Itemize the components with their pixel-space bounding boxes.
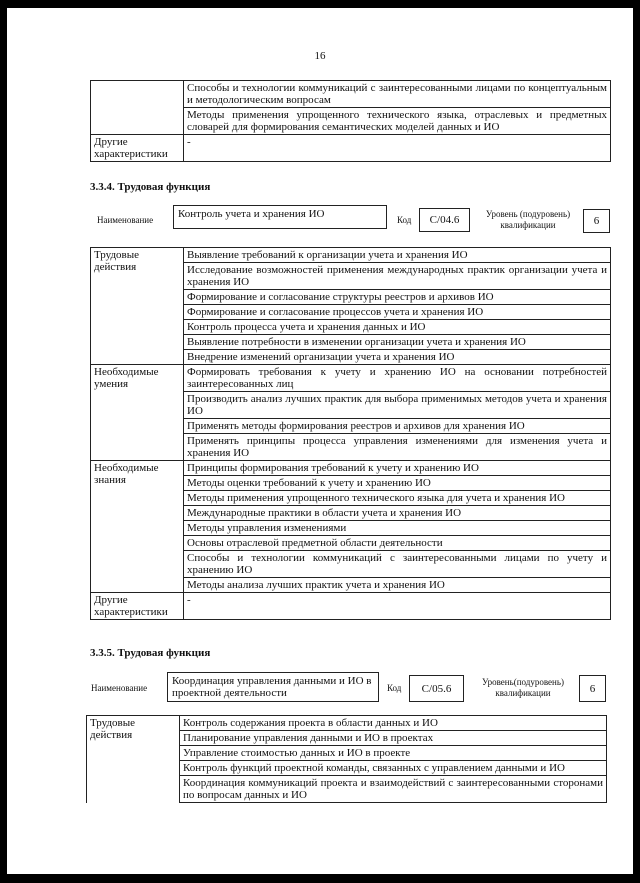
table-cell: Координация коммуникаций проекта и взаимодействий с заинтересованными сторонами по вопросам данных и ИО [180,776,607,803]
table-cell: Контроль функций проектной команды, связанных с управлением данными и ИО [180,761,607,776]
table-cell: Принципы формирования требований к учету и хранению ИО [184,461,611,476]
code-label: Код [397,215,412,225]
table-cell: Формирование и согласование структуры реестров и архивов ИО [184,290,611,305]
table-cell: Способы и технологии коммуникаций с заинтересованными лицами по концептуальным и методологическим вопросам [184,81,611,108]
name-value: Координация управления данными и ИО в проектной деятельности [167,672,379,702]
level-value: 6 [583,209,610,233]
code-value: С/04.6 [419,208,470,232]
table-cell: Выявление потребности в изменении организации учета и хранения ИО [184,335,611,350]
row-label: Другие характеристики [91,135,184,162]
table-cell: Формирование и согласование процессов учета и хранения ИО [184,305,611,320]
document-page [7,8,633,874]
table-cell: - [184,593,611,620]
row-label [91,81,184,135]
table-cell: Методы применения упрощенного технического языка, отраслевых и предметных словарей для формирования семантических моделей данных и ИО [184,108,611,135]
code-label: Код [387,683,402,693]
group-label: Необходимые знания [91,461,184,593]
table-cell: Исследование возможностей применения международных практик организации учета и хранения ИО [184,263,611,290]
name-label: Наименование [91,683,148,693]
level-value: 6 [579,675,606,702]
table-cell: Выявление требований к организации учета и хранения ИО [184,248,611,263]
name-label: Наименование [97,215,154,225]
table-cell: Внедрение изменений организации учета и хранения ИО [184,350,611,365]
section-title: 3.3.4. Трудовая функция [90,181,211,193]
table-cell: Контроль содержания проекта в области данных и ИО [180,716,607,731]
level-label: Уровень(подуровень) квалификации [482,677,564,698]
table-cell: Методы применения упрощенного технического языка для учета и хранения ИО [184,491,611,506]
section-title: 3.3.5. Трудовая функция [90,647,211,659]
group-label: Трудовые действия [87,716,180,803]
group-label: Необходимые умения [91,365,184,461]
function-table-334 [90,247,611,620]
function-table-335 [86,715,607,803]
page-number: 16 [314,50,326,62]
table-cell: Международные практики в области учета и хранения ИО [184,506,611,521]
level-label: Уровень (подуровень) квалификации [485,209,571,230]
group-label: Другие характеристики [91,593,184,620]
table-cell: Основы отраслевой предметной области деятельности [184,536,611,551]
code-value: С/05.6 [409,675,464,702]
table-cell: Применять методы формирования реестров и архивов для хранения ИО [184,419,611,434]
table-cell: Методы оценки требований к учету и хранению ИО [184,476,611,491]
group-label: Трудовые действия [91,248,184,365]
table-cell: Контроль процесса учета и хранения данных и ИО [184,320,611,335]
table-cell: Методы анализа лучших практик учета и хранения ИО [184,578,611,593]
table-cell: Управление стоимостью данных и ИО в проекте [180,746,607,761]
table-cell: Применять принципы процесса управления изменениями для изменения учета и хранения ИО [184,434,611,461]
table-cell: Формировать требования к учету и хранению ИО на основании потребностей заинтересованных лиц [184,365,611,392]
table-cell: - [184,135,611,162]
table-cell: Планирование управления данными и ИО в проектах [180,731,607,746]
table-cell: Способы и технологии коммуникаций с заинтересованными лицами по учету и хранению ИО [184,551,611,578]
name-value: Контроль учета и хранения ИО [173,205,387,229]
table-cell: Методы управления изменениями [184,521,611,536]
table-cell: Производить анализ лучших практик для выбора применимых методов учета и хранения ИО [184,392,611,419]
top-table [90,80,611,162]
